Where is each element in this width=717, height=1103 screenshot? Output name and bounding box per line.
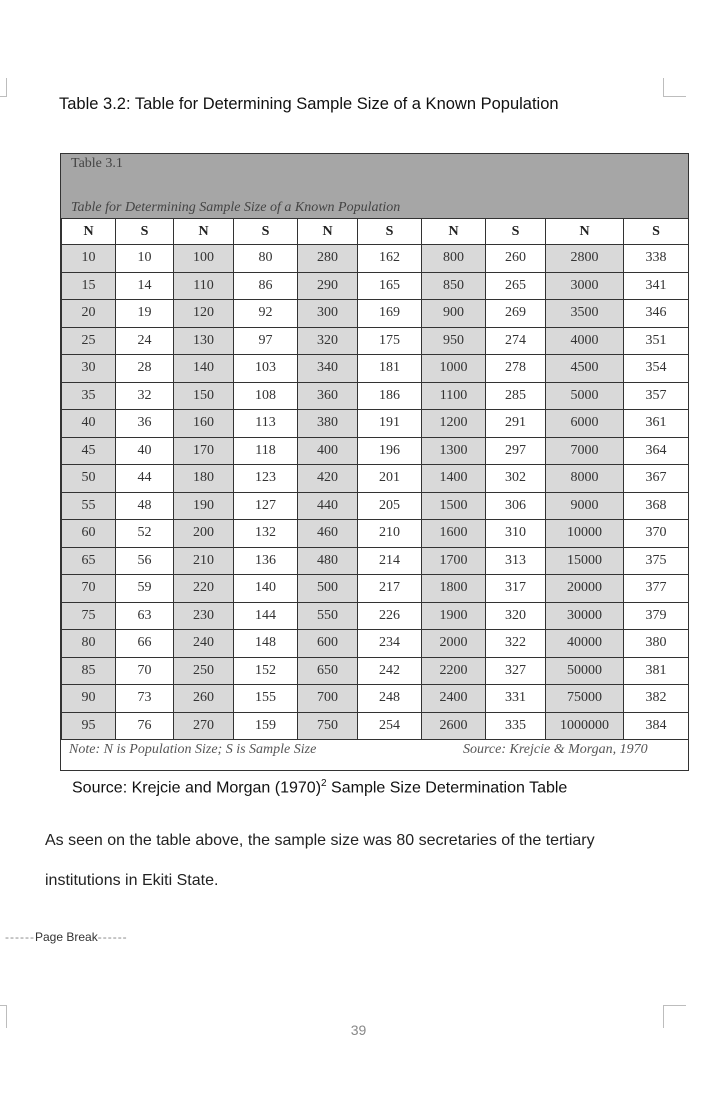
sample-size-cell: 48 [116,492,174,520]
sample-size-cell: 306 [486,492,546,520]
sample-size-cell: 136 [234,547,298,575]
population-size-cell: 1100 [422,382,486,410]
sample-size-cell: 162 [358,245,422,273]
table-body [62,245,689,740]
sample-size-cell: 113 [234,410,298,438]
sample-size-cell: 346 [624,300,689,328]
table-row [62,602,689,630]
population-size-cell: 40000 [546,630,624,658]
column-header: S [234,219,298,245]
sample-size-cell: 377 [624,575,689,603]
sample-size-cell: 70 [116,657,174,685]
sample-size-cell: 248 [358,685,422,713]
sample-size-cell: 140 [234,575,298,603]
population-size-cell: 80 [62,630,116,658]
sample-size-cell: 165 [358,272,422,300]
population-size-cell: 4500 [546,355,624,383]
sample-size-cell: 217 [358,575,422,603]
population-size-cell: 8000 [546,465,624,493]
table-note: Note: N is Population Size; S is Sample Size [69,742,317,757]
sample-size-cell: 302 [486,465,546,493]
sample-size-cell: 92 [234,300,298,328]
population-size-cell: 2200 [422,657,486,685]
sample-size-cell: 367 [624,465,689,493]
sample-size-cell: 196 [358,437,422,465]
population-size-cell: 600 [298,630,358,658]
population-size-cell: 280 [298,245,358,273]
population-size-cell: 30000 [546,602,624,630]
sample-size-cell: 108 [234,382,298,410]
population-size-cell: 170 [174,437,234,465]
sample-size-cell: 66 [116,630,174,658]
population-size-cell: 40 [62,410,116,438]
population-size-cell: 1800 [422,575,486,603]
source-caption [72,778,567,797]
sample-size-cell: 73 [116,685,174,713]
sample-size-cell: 384 [624,712,689,740]
population-size-cell: 290 [298,272,358,300]
population-size-cell: 75000 [546,685,624,713]
page-break-label: Page Break [34,930,98,944]
sample-size-table [61,218,689,740]
sample-size-cell: 24 [116,327,174,355]
population-size-cell: 9000 [546,492,624,520]
population-size-cell: 1000 [422,355,486,383]
document-title: Table 3.2: Table for Determining Sample Size of a Known Population [59,95,559,113]
population-size-cell: 360 [298,382,358,410]
table-label: Table 3.1 [71,156,123,171]
population-size-cell: 380 [298,410,358,438]
column-header: N [62,219,116,245]
population-size-cell: 120 [174,300,234,328]
sample-size-cell: 148 [234,630,298,658]
sample-size-cell: 76 [116,712,174,740]
sample-size-cell: 175 [358,327,422,355]
population-size-cell: 270 [174,712,234,740]
sample-size-table-image [60,153,689,771]
sample-size-cell: 242 [358,657,422,685]
table-row [62,272,689,300]
population-size-cell: 110 [174,272,234,300]
population-size-cell: 950 [422,327,486,355]
population-size-cell: 550 [298,602,358,630]
sample-size-cell: 36 [116,410,174,438]
sample-size-cell: 28 [116,355,174,383]
table-row [62,355,689,383]
sample-size-cell: 210 [358,520,422,548]
sample-size-cell: 313 [486,547,546,575]
paragraph-line-1: As seen on the table above, the sample size was 80 secretaries of the tertiary [45,832,595,849]
sample-size-cell: 379 [624,602,689,630]
population-size-cell: 900 [422,300,486,328]
population-size-cell: 20 [62,300,116,328]
sample-size-cell: 159 [234,712,298,740]
population-size-cell: 70 [62,575,116,603]
population-size-cell: 1200 [422,410,486,438]
population-size-cell: 440 [298,492,358,520]
population-size-cell: 200 [174,520,234,548]
table-row [62,410,689,438]
sample-size-cell: 260 [486,245,546,273]
population-size-cell: 10000 [546,520,624,548]
sample-size-cell: 63 [116,602,174,630]
sample-size-cell: 32 [116,382,174,410]
population-size-cell: 400 [298,437,358,465]
sample-size-cell: 364 [624,437,689,465]
population-size-cell: 220 [174,575,234,603]
page-break-dots-left: ------ [5,930,35,944]
sample-size-cell: 338 [624,245,689,273]
sample-size-cell: 226 [358,602,422,630]
sample-size-cell: 191 [358,410,422,438]
population-size-cell: 2800 [546,245,624,273]
population-size-cell: 35 [62,382,116,410]
table-header-band [61,154,688,219]
sample-size-cell: 40 [116,437,174,465]
population-size-cell: 130 [174,327,234,355]
population-size-cell: 7000 [546,437,624,465]
sample-size-cell: 169 [358,300,422,328]
population-size-cell: 750 [298,712,358,740]
column-header: N [422,219,486,245]
population-size-cell: 3000 [546,272,624,300]
sample-size-cell: 97 [234,327,298,355]
population-size-cell: 90 [62,685,116,713]
sample-size-cell: 181 [358,355,422,383]
population-size-cell: 260 [174,685,234,713]
sample-size-cell: 322 [486,630,546,658]
sample-size-cell: 44 [116,465,174,493]
population-size-cell: 45 [62,437,116,465]
sample-size-cell: 56 [116,547,174,575]
population-size-cell: 50000 [546,657,624,685]
sample-size-cell: 285 [486,382,546,410]
table-header-row [62,219,689,245]
table-source: Source: Krejcie & Morgan, 1970 [463,742,648,757]
sample-size-cell: 375 [624,547,689,575]
table-row [62,382,689,410]
population-size-cell: 1500 [422,492,486,520]
sample-size-cell: 127 [234,492,298,520]
sample-size-cell: 351 [624,327,689,355]
population-size-cell: 180 [174,465,234,493]
population-size-cell: 65 [62,547,116,575]
population-size-cell: 2400 [422,685,486,713]
table-title: Table for Determining Sample Size of a Known Population [71,200,401,215]
population-size-cell: 1400 [422,465,486,493]
population-size-cell: 4000 [546,327,624,355]
population-size-cell: 1900 [422,602,486,630]
sample-size-cell: 357 [624,382,689,410]
population-size-cell: 50 [62,465,116,493]
page-corner-top-left [0,78,7,97]
sample-size-cell: 320 [486,602,546,630]
page-break-dots-right: ------ [97,930,128,944]
population-size-cell: 6000 [546,410,624,438]
source-caption-rest: Sample Size Determination Table [326,779,568,797]
population-size-cell: 190 [174,492,234,520]
column-header: S [624,219,689,245]
sample-size-cell: 152 [234,657,298,685]
sample-size-cell: 201 [358,465,422,493]
column-header: N [174,219,234,245]
page-break-marker [5,930,128,944]
population-size-cell: 140 [174,355,234,383]
population-size-cell: 480 [298,547,358,575]
source-caption-main: Source: Krejcie and Morgan (1970) [72,779,322,797]
table-row [62,492,689,520]
column-header: N [298,219,358,245]
population-size-cell: 1000000 [546,712,624,740]
population-size-cell: 2000 [422,630,486,658]
population-size-cell: 420 [298,465,358,493]
population-size-cell: 150 [174,382,234,410]
sample-size-cell: 368 [624,492,689,520]
population-size-cell: 320 [298,327,358,355]
sample-size-cell: 103 [234,355,298,383]
table-row [62,327,689,355]
sample-size-cell: 381 [624,657,689,685]
population-size-cell: 340 [298,355,358,383]
table-row [62,300,689,328]
table-row [62,465,689,493]
population-size-cell: 15000 [546,547,624,575]
population-size-cell: 85 [62,657,116,685]
table-row [62,547,689,575]
table-row [62,712,689,740]
table-row [62,685,689,713]
population-size-cell: 460 [298,520,358,548]
sample-size-cell: 310 [486,520,546,548]
sample-size-cell: 123 [234,465,298,493]
page-corner-top-right [663,78,686,97]
sample-size-cell: 52 [116,520,174,548]
population-size-cell: 55 [62,492,116,520]
column-header: S [116,219,174,245]
sample-size-cell: 331 [486,685,546,713]
table-row [62,437,689,465]
sample-size-cell: 361 [624,410,689,438]
population-size-cell: 700 [298,685,358,713]
sample-size-cell: 370 [624,520,689,548]
population-size-cell: 2600 [422,712,486,740]
column-header: S [486,219,546,245]
sample-size-cell: 341 [624,272,689,300]
table-row [62,630,689,658]
sample-size-cell: 144 [234,602,298,630]
population-size-cell: 100 [174,245,234,273]
sample-size-cell: 10 [116,245,174,273]
page-number: 39 [350,1022,367,1038]
sample-size-cell: 14 [116,272,174,300]
sample-size-cell: 234 [358,630,422,658]
population-size-cell: 3500 [546,300,624,328]
population-size-cell: 850 [422,272,486,300]
population-size-cell: 210 [174,547,234,575]
population-size-cell: 10 [62,245,116,273]
sample-size-cell: 327 [486,657,546,685]
population-size-cell: 25 [62,327,116,355]
population-size-cell: 160 [174,410,234,438]
sample-size-cell: 269 [486,300,546,328]
population-size-cell: 1600 [422,520,486,548]
table-row [62,245,689,273]
sample-size-cell: 80 [234,245,298,273]
column-header: S [358,219,422,245]
population-size-cell: 60 [62,520,116,548]
population-size-cell: 650 [298,657,358,685]
sample-size-cell: 265 [486,272,546,300]
population-size-cell: 5000 [546,382,624,410]
sample-size-cell: 59 [116,575,174,603]
population-size-cell: 500 [298,575,358,603]
population-size-cell: 240 [174,630,234,658]
population-size-cell: 30 [62,355,116,383]
sample-size-cell: 297 [486,437,546,465]
column-header: N [546,219,624,245]
sample-size-cell: 278 [486,355,546,383]
population-size-cell: 95 [62,712,116,740]
population-size-cell: 230 [174,602,234,630]
source-caption-footnote: 2 [321,778,327,789]
sample-size-cell: 335 [486,712,546,740]
population-size-cell: 20000 [546,575,624,603]
population-size-cell: 1300 [422,437,486,465]
sample-size-cell: 274 [486,327,546,355]
sample-size-cell: 317 [486,575,546,603]
sample-size-cell: 86 [234,272,298,300]
population-size-cell: 250 [174,657,234,685]
sample-size-cell: 214 [358,547,422,575]
table-row [62,657,689,685]
sample-size-cell: 382 [624,685,689,713]
sample-size-cell: 205 [358,492,422,520]
population-size-cell: 1700 [422,547,486,575]
table-row [62,520,689,548]
sample-size-cell: 354 [624,355,689,383]
sample-size-cell: 19 [116,300,174,328]
sample-size-cell: 118 [234,437,298,465]
sample-size-cell: 186 [358,382,422,410]
population-size-cell: 15 [62,272,116,300]
population-size-cell: 800 [422,245,486,273]
table-row [62,575,689,603]
population-size-cell: 300 [298,300,358,328]
sample-size-cell: 291 [486,410,546,438]
paragraph-line-2: institutions in Ekiti State. [45,872,219,889]
sample-size-cell: 155 [234,685,298,713]
sample-size-cell: 254 [358,712,422,740]
sample-size-cell: 380 [624,630,689,658]
population-size-cell: 75 [62,602,116,630]
sample-size-cell: 132 [234,520,298,548]
